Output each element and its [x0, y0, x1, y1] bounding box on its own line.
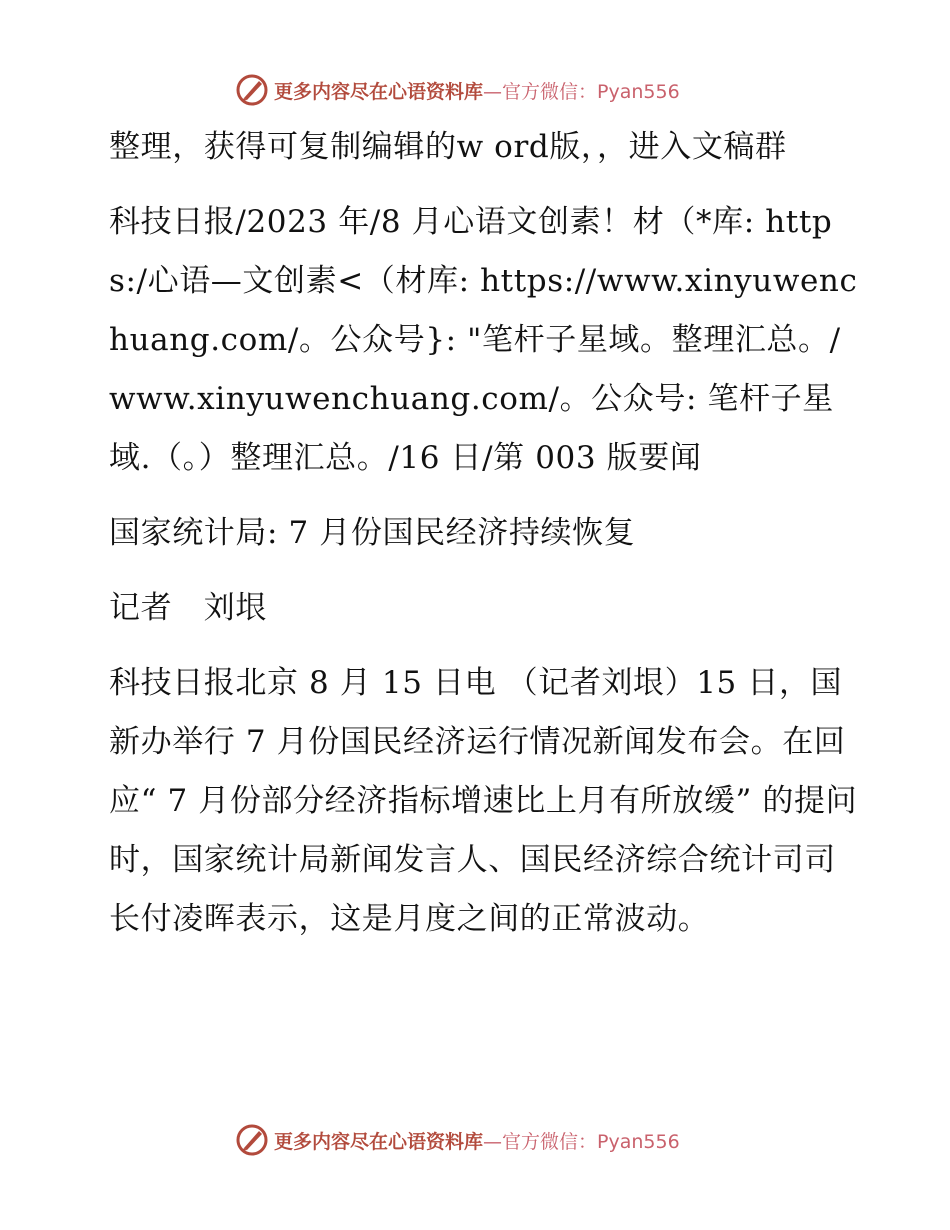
intro-paragraph: 整理，获得可复制编辑的w ord版，，进入文稿群: [109, 129, 787, 165]
article-byline: 记者 刘垠: [109, 590, 267, 626]
banner-title: 更多内容尽在心语资料库: [274, 80, 484, 103]
quill-logo-icon: [234, 1122, 270, 1158]
quill-logo-icon: [234, 72, 270, 108]
banner-title: 更多内容尽在心语资料库: [274, 1130, 484, 1153]
source-paragraph: 科技日报/2023 年/8 月心语文创素！材（*库: https:/心语—文创素<（材库: https://www.xinyuwenchuang.com/。公众号}: "笔杆子星域。整理汇总。/www.xinyuwenchuang.com/。公众号: 笔杆子星域.（。）整理汇总。/16 日/第 003 版要闻: [109, 204, 858, 476]
article-headline: 国家统计局: 7 月份国民经济持续恢复: [109, 515, 636, 551]
document-body: [98, 118, 858, 949]
article-body-paragraph: 科技日报北京 8 月 15 日电 （记者刘垠）15 日，国新办举行 7 月份国民经济运行情况新闻发布会。在回应“ 7 月份部分经济指标增速比上月有所放缓” 的提问时，国家统计局新闻发言人、国民经济综合统计司司长付凌晖表示，这是月度之间的正常波动。: [109, 665, 858, 937]
banner-wechat-contact: —官方微信：Pyan556: [483, 80, 680, 103]
footer-banner: [234, 1120, 714, 1160]
header-banner: [234, 70, 714, 110]
banner-wechat-contact: —官方微信：Pyan556: [483, 1130, 680, 1153]
